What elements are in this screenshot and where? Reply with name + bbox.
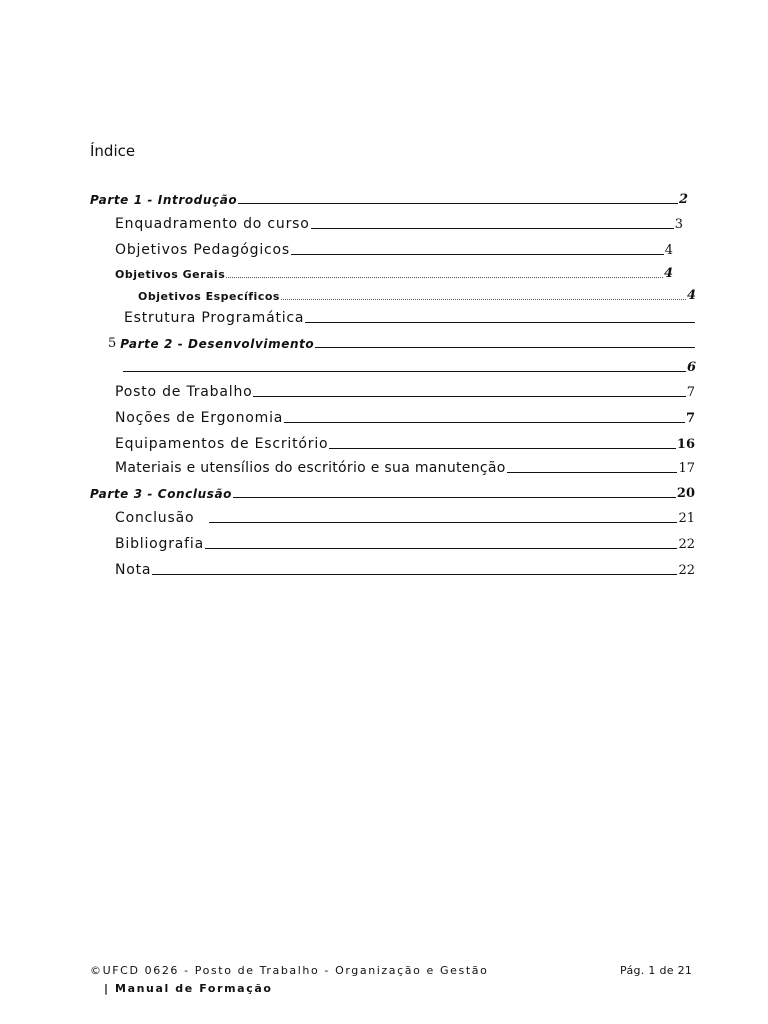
toc-leader xyxy=(329,448,676,449)
toc-page-number: 22 xyxy=(678,537,695,552)
toc-entry[interactable] xyxy=(108,336,696,351)
toc-label: Conclusão xyxy=(115,510,195,526)
toc-page-number: 7 xyxy=(685,411,695,426)
toc-entry[interactable] xyxy=(124,310,696,326)
toc-leader xyxy=(205,548,678,549)
toc-leader xyxy=(315,347,695,348)
toc-label: Materiais e utensílios do escritório e sua manutenção xyxy=(115,460,506,476)
toc-label: Objetivos Gerais xyxy=(115,268,226,281)
toc-label: Noções de Ergonomia xyxy=(115,410,284,426)
toc-entry[interactable] xyxy=(115,510,695,526)
toc-leader xyxy=(507,472,678,473)
toc-entry[interactable] xyxy=(115,216,683,232)
toc-entry[interactable] xyxy=(115,562,695,578)
footer-page-number: Pág. 1 de 21 xyxy=(620,964,693,977)
toc-leader xyxy=(209,522,677,523)
toc-entry[interactable] xyxy=(115,410,695,426)
toc-page-number: 22 xyxy=(678,563,695,578)
toc-leader xyxy=(305,322,695,323)
toc-label: Posto de Trabalho xyxy=(115,384,253,400)
toc-leader xyxy=(226,277,663,278)
index-title: Índice xyxy=(90,142,136,160)
toc-leader xyxy=(123,371,686,372)
toc-entry[interactable] xyxy=(115,266,673,281)
toc-entry[interactable] xyxy=(90,192,688,207)
toc-label: Estrutura Programática xyxy=(124,310,305,326)
toc-entry[interactable] xyxy=(115,242,673,258)
toc-label: Nota xyxy=(115,562,152,578)
toc-page-number: 16 xyxy=(676,437,695,452)
toc-entry[interactable] xyxy=(90,486,695,501)
toc-leader xyxy=(311,228,674,229)
toc-label: Objetivos Pedagógicos xyxy=(115,242,290,258)
toc-page-number: 4 xyxy=(686,288,696,303)
toc-label: Enquadramento do curso xyxy=(115,216,310,232)
toc-entry[interactable] xyxy=(115,384,695,400)
toc-page-number: 17 xyxy=(678,461,695,476)
toc-entry[interactable] xyxy=(115,536,695,552)
toc-leader xyxy=(281,299,686,300)
toc-label: Bibliografia xyxy=(115,536,204,552)
toc-leader xyxy=(253,396,685,397)
toc-leader xyxy=(284,422,685,423)
toc-label: Equipamentos de Escritório xyxy=(115,436,329,452)
toc-page-number: 3 xyxy=(674,217,683,232)
toc-page-number: 2 xyxy=(678,192,688,207)
footer-course: ©UFCD 0626 - Posto de Trabalho - Organização e Gestão xyxy=(90,964,489,977)
toc-prefix: 5 xyxy=(108,336,117,351)
toc-page-number: 7 xyxy=(686,385,695,400)
toc-label: Parte 3 - Conclusão xyxy=(90,487,233,501)
toc-page-number: 20 xyxy=(676,486,695,501)
toc-leader xyxy=(152,574,677,575)
toc-entry[interactable] xyxy=(115,436,695,452)
toc-entry[interactable] xyxy=(138,288,696,303)
toc-leader xyxy=(238,203,678,204)
toc-page-number: 21 xyxy=(678,511,695,526)
toc-leader xyxy=(233,497,676,498)
toc-page-number: 6 xyxy=(686,360,696,375)
toc-entry[interactable] xyxy=(115,460,695,476)
toc-leader xyxy=(291,254,664,255)
footer-manual: | Manual de Formação xyxy=(104,982,273,995)
toc-page-number: 4 xyxy=(664,243,673,258)
toc-page-number: 4 xyxy=(663,266,673,281)
toc-label: Objetivos Específicos xyxy=(138,290,280,303)
toc-label: Parte 2 - Desenvolvimento xyxy=(120,337,315,351)
toc-label: Parte 1 - Introdução xyxy=(90,193,238,207)
toc-entry[interactable] xyxy=(122,360,696,375)
